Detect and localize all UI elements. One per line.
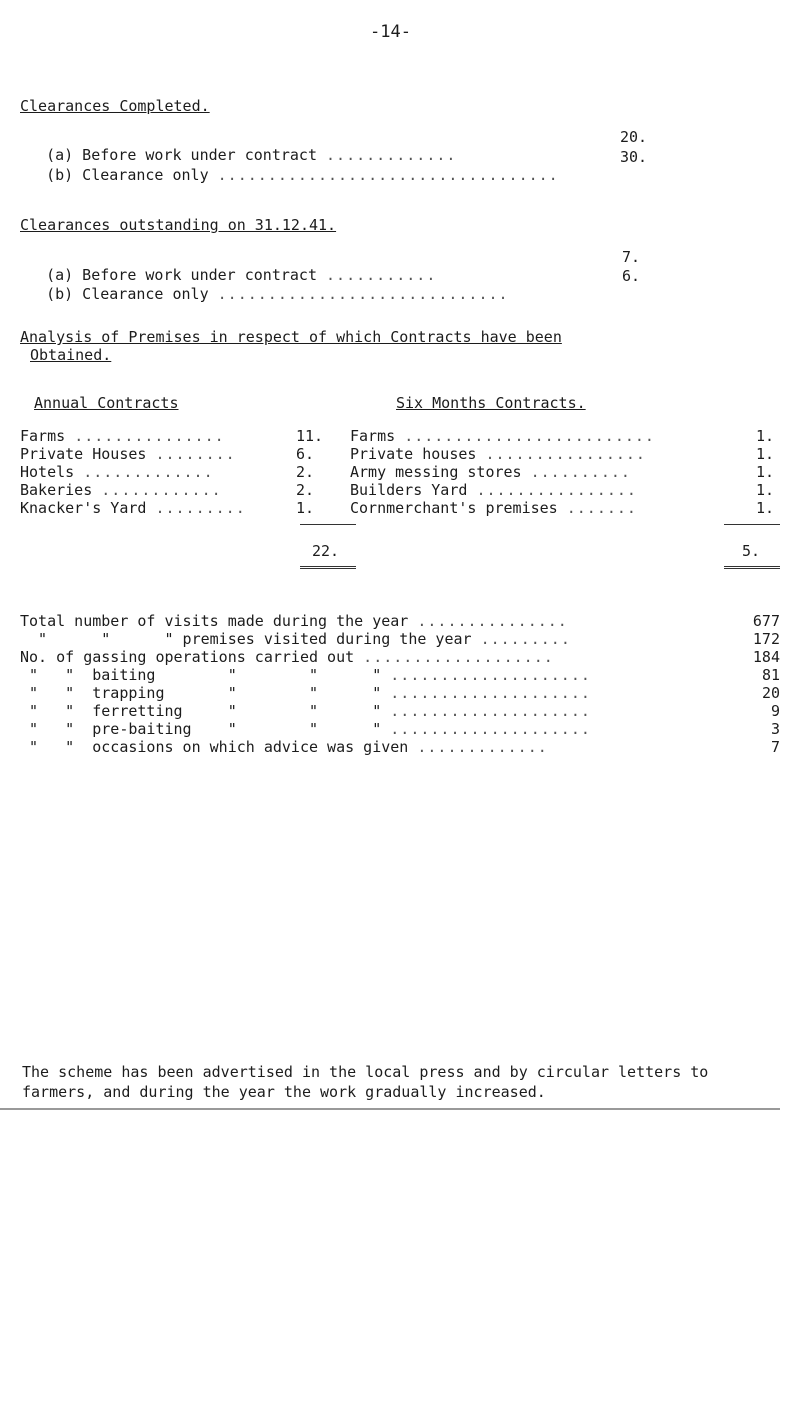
annual-row bbox=[20, 445, 236, 463]
row-text: Total number of visits made during the year bbox=[20, 612, 409, 630]
row-leader: ................ bbox=[476, 481, 637, 499]
six-months-row-value: 1. bbox=[756, 481, 775, 499]
row-text: " " pre-baiting " " " bbox=[20, 720, 382, 738]
row-leader: .......... bbox=[530, 463, 631, 481]
item-text: (b) Clearance only bbox=[46, 285, 209, 303]
annual-total: 22. bbox=[312, 542, 340, 560]
visits-row-value: 3 bbox=[770, 720, 780, 738]
six-months-row-value: 1. bbox=[756, 427, 775, 445]
row-text: " " " premises visited during the year bbox=[20, 630, 472, 648]
row-label: Farms bbox=[350, 427, 396, 445]
annual-total-rule-top bbox=[300, 524, 356, 525]
visits-row bbox=[20, 612, 568, 630]
row-leader: ............... bbox=[417, 612, 568, 630]
page-number: -14- bbox=[370, 22, 411, 42]
six-months-row bbox=[350, 445, 646, 463]
visits-row-value: 172 bbox=[752, 630, 780, 648]
analysis-heading-line2: Obtained. bbox=[30, 346, 112, 364]
completed-item-b bbox=[28, 148, 559, 184]
completed-heading: Clearances Completed. bbox=[20, 97, 210, 115]
row-leader: .................... bbox=[390, 702, 591, 720]
row-leader: ............. bbox=[83, 463, 214, 481]
row-leader: ......... bbox=[480, 630, 571, 648]
row-label: Army messing stores bbox=[350, 463, 522, 481]
visits-row bbox=[20, 738, 548, 756]
annual-row-value: 6. bbox=[296, 445, 315, 463]
item-leader: ............. bbox=[326, 146, 457, 164]
visits-row bbox=[20, 702, 591, 720]
annual-row bbox=[20, 481, 222, 499]
visits-row-value: 7 bbox=[770, 738, 780, 756]
visits-row bbox=[20, 720, 591, 738]
item-text: (a) Before work under contract bbox=[46, 146, 317, 164]
visits-row-value: 184 bbox=[752, 648, 780, 666]
outstanding-item-a-value: 7. bbox=[622, 248, 641, 266]
visits-row bbox=[20, 684, 591, 702]
row-text: " " baiting " " " bbox=[20, 666, 382, 684]
visits-row-value: 9 bbox=[770, 702, 780, 720]
completed-item-a-value: 20. bbox=[620, 128, 648, 146]
row-leader: ......................... bbox=[404, 427, 655, 445]
row-text: No. of gassing operations carried out bbox=[20, 648, 355, 666]
item-leader: ........... bbox=[326, 266, 437, 284]
row-label: Hotels bbox=[20, 463, 75, 481]
six-months-row bbox=[350, 481, 637, 499]
row-leader: ....... bbox=[566, 499, 637, 517]
six-months-heading: Six Months Contracts. bbox=[396, 394, 586, 412]
row-text: " " occasions on which advice was given bbox=[20, 738, 409, 756]
row-leader: ............... bbox=[74, 427, 225, 445]
row-leader: ................... bbox=[363, 648, 554, 666]
row-text: " " trapping " " " bbox=[20, 684, 382, 702]
annual-row bbox=[20, 463, 214, 481]
row-label: Cornmerchant's premises bbox=[350, 499, 558, 517]
six-months-row bbox=[350, 463, 631, 481]
annual-row-value: 1. bbox=[296, 499, 315, 517]
item-leader: .................................. bbox=[217, 166, 559, 184]
annual-heading: Annual Contracts bbox=[34, 394, 179, 412]
annual-row-value: 2. bbox=[296, 481, 315, 499]
six-months-row-value: 1. bbox=[756, 499, 775, 517]
six-months-row bbox=[350, 499, 637, 517]
annual-row bbox=[20, 427, 225, 445]
six-months-total-rule-bottom bbox=[724, 566, 780, 569]
row-leader: ......... bbox=[155, 499, 246, 517]
item-text: (b) Clearance only bbox=[46, 166, 209, 184]
six-months-total-rule-top bbox=[724, 524, 780, 525]
visits-row bbox=[20, 630, 571, 648]
outstanding-item-b bbox=[28, 267, 509, 303]
completed-item-b-value: 30. bbox=[620, 148, 648, 166]
row-leader: .................... bbox=[390, 684, 591, 702]
annual-total-rule-bottom bbox=[300, 566, 356, 569]
annual-row-value: 11. bbox=[296, 427, 324, 445]
row-leader: .................... bbox=[390, 666, 591, 684]
row-label: Farms bbox=[20, 427, 66, 445]
row-label: Bakeries bbox=[20, 481, 93, 499]
analysis-heading-line1: Analysis of Premises in respect of which Contracts have been bbox=[20, 328, 562, 346]
visits-row bbox=[20, 666, 591, 684]
row-label: Private Houses bbox=[20, 445, 147, 463]
outstanding-item-b-value: 6. bbox=[622, 267, 641, 285]
outstanding-heading: Clearances outstanding on 31.12.41. bbox=[20, 216, 337, 234]
visits-row-value: 20 bbox=[761, 684, 780, 702]
visits-row-value: 677 bbox=[752, 612, 780, 630]
closing-paragraph: The scheme has been advertised in the local press and by circular letters to farmers, and during the year the work gradually increased. bbox=[22, 1063, 709, 1101]
item-text: (a) Before work under contract bbox=[46, 266, 317, 284]
row-leader: ................ bbox=[485, 445, 646, 463]
row-label: Builders Yard bbox=[350, 481, 468, 499]
six-months-row-value: 1. bbox=[756, 445, 775, 463]
annual-row-value: 2. bbox=[296, 463, 315, 481]
page-bottom-rule bbox=[0, 1108, 780, 1110]
visits-row bbox=[20, 648, 554, 666]
visits-row-value: 81 bbox=[761, 666, 780, 684]
row-leader: ........ bbox=[155, 445, 236, 463]
six-months-row-value: 1. bbox=[756, 463, 775, 481]
row-label: Knacker's Yard bbox=[20, 499, 147, 517]
six-months-row bbox=[350, 427, 655, 445]
row-text: " " ferretting " " " bbox=[20, 702, 382, 720]
row-leader: ............ bbox=[101, 481, 222, 499]
annual-row bbox=[20, 499, 246, 517]
row-label: Private houses bbox=[350, 445, 477, 463]
row-leader: ............. bbox=[417, 738, 548, 756]
item-leader: ............................. bbox=[217, 285, 509, 303]
six-months-total: 5. bbox=[742, 542, 761, 560]
row-leader: .................... bbox=[390, 720, 591, 738]
